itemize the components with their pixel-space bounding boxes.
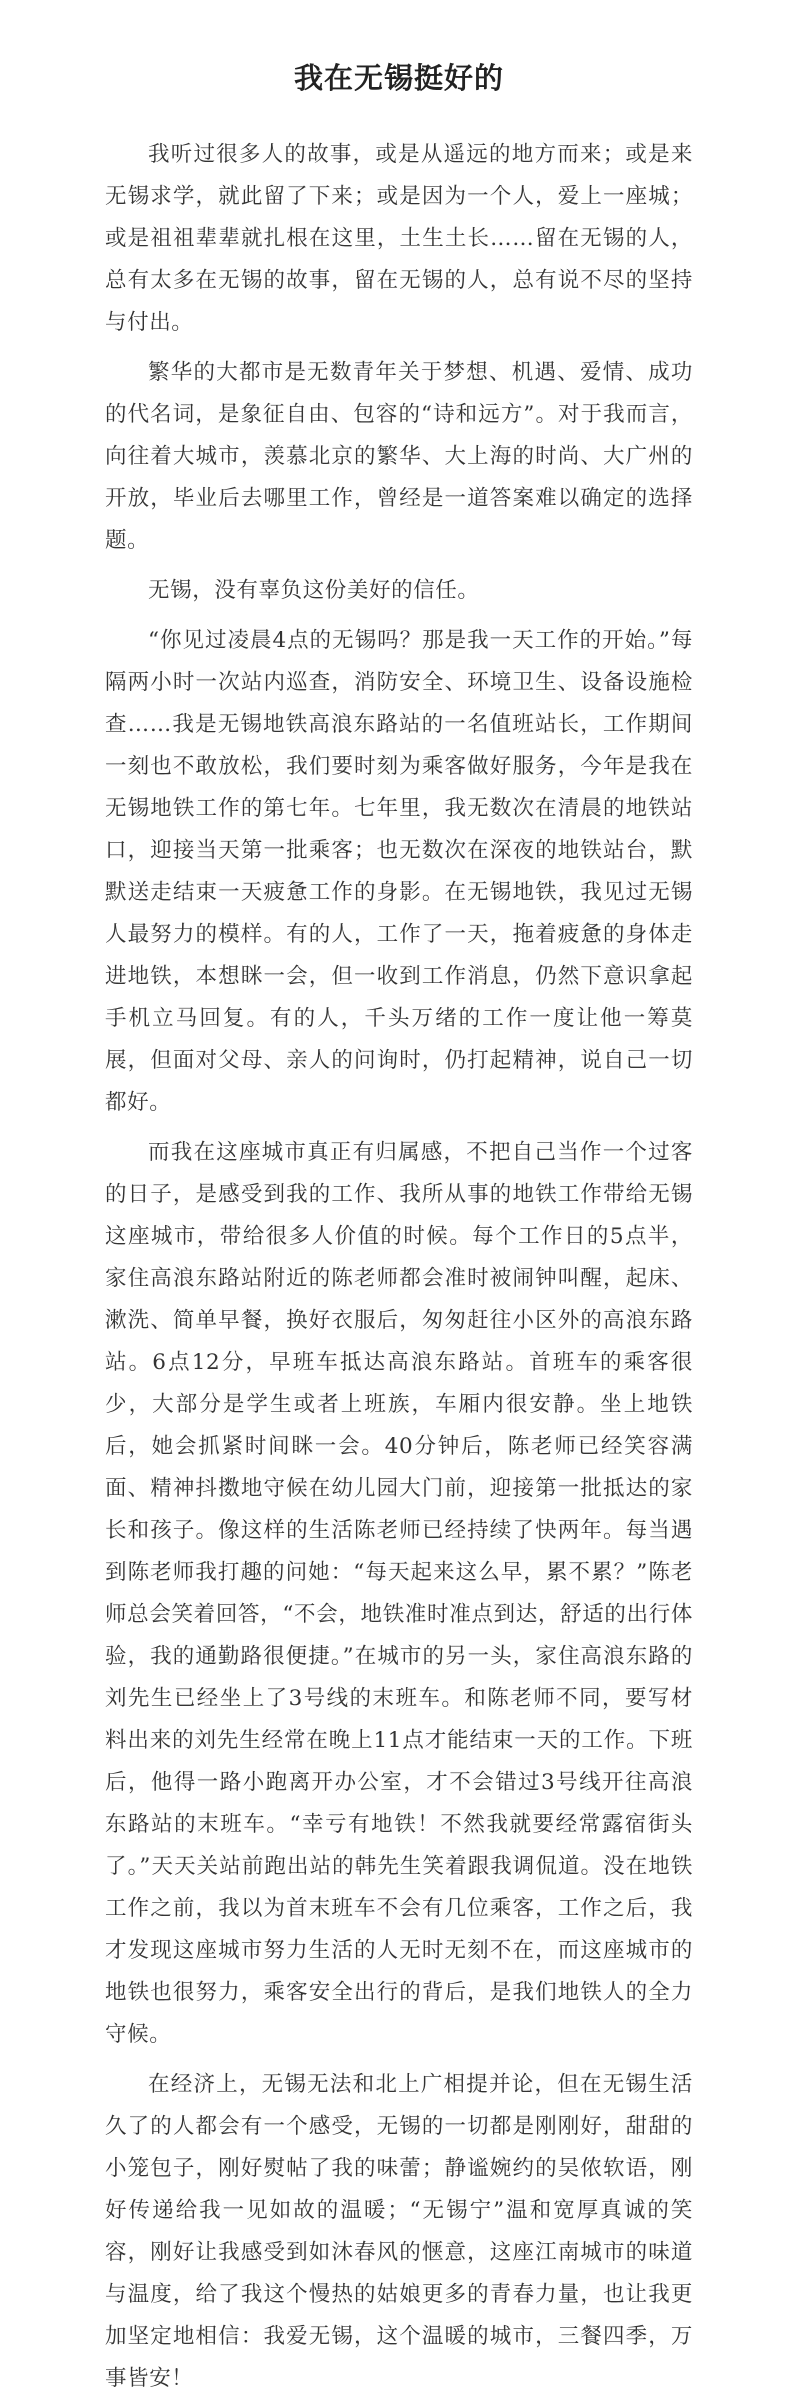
article-paragraph-5: 而我在这座城市真正有归属感，不把自己当作一个过客的日子，是感受到我的工作、我所从事的地铁工作带给无锡这座城市，带给很多人价值的时候。每个工作日的5点半，家住高浪东路站附近的陈老师都会准时被闹钟叫醒，起床、漱洗、简单早餐，换好衣服后，匆匆赶往小区外的高浪东路站。6点12分，早班车抵达高浪东路站。首班车的乘客很少，大部分是学生或者上班族，车厢内很安静。坐上地铁后，她会抓紧时间眯一会。40分钟后，陈老师已经笑容满面、精神抖擞地守候在幼儿园大门前，迎接第一批抵达的家长和孩子。像这样的生活陈老师已经持续了快两年。每当遇到陈老师我打趣的问她：“每天起来这么早，累不累？”陈老师总会笑着回答，“不会，地铁准时准点到达，舒适的出行体验，我的通勤路很便捷。”在城市的另一头，家住高浪东路的刘先生已经坐上了3号线的末班车。和陈老师不同，要写材料出来的刘先生经常在晚上11点才能结束一天的工作。下班后，他得一路小跑离开办公室，才不会错过3号线开往高浪东路站的末班车。“幸亏有地铁！不然我就要经常露宿街头了。”天天关站前跑出站的韩先生笑着跟我调侃道。没在地铁工作之前，我以为首末班车不会有几位乘客，工作之后，我才发现这座城市努力生活的人无时无刻不在，而这座城市的地铁也很努力，乘客安全出行的背后，是我们地铁人的全力守候。 xyxy=(105,1140,693,2047)
article-paragraph-2: 繁华的大都市是无数青年关于梦想、机遇、爱情、成功的代名词，是象征自由、包容的“诗和远方”。对于我而言，向往着大城市，羡慕北京的繁华、大上海的时尚、大广州的开放，毕业后去哪里工作，曾经是一道答案难以确定的选择题。 xyxy=(105,360,693,553)
article-paragraph-3: 无锡，没有辜负这份美好的信任。 xyxy=(148,578,480,603)
article xyxy=(105,58,693,2408)
article-title: 我在无锡挺好的 xyxy=(293,61,504,95)
article-paragraph-4: “你见过凌晨4点的无锡吗？那是我一天工作的开始。”每隔两小时一次站内巡查，消防安全、环境卫生、设备设施检查……我是无锡地铁高浪东路站的一名值班站长，工作期间一刻也不敢放松，我们要时刻为乘客做好服务，今年是我在无锡地铁工作的第七年。七年里，我无数次在清晨的地铁站口，迎接当天第一批乘客；也无数次在深夜的地铁站台，默默送走结束一天疲惫工作的身影。在无锡地铁，我见过无锡人最努力的模样。有的人，工作了一天，拖着疲惫的身体走进地铁，本想眯一会，但一收到工作消息，仍然下意识拿起手机立马回复。有的人，千头万绪的工作一度让他一筹莫展，但面对父母、亲人的问询时，仍打起精神，说自己一切都好。 xyxy=(105,628,693,1115)
article-paragraph-6: 在经济上，无锡无法和北上广相提并论，但在无锡生活久了的人都会有一个感受，无锡的一切都是刚刚好，甜甜的小笼包子，刚好熨帖了我的味蕾；静谧婉约的吴侬软语，刚好传递给我一见如故的温暖；“无锡宁”温和宽厚真诚的笑容，刚好让我感受到如沐春风的惬意，这座江南城市的味道与温度，给了我这个慢热的姑娘更多的青春力量，也让我更加坚定地相信：我爱无锡，这个温暖的城市，三餐四季，万事皆安！ xyxy=(105,2072,693,2391)
article-paragraph-1: 我听过很多人的故事，或是从遥远的地方而来；或是来无锡求学，就此留了下来；或是因为一个人，爱上一座城；或是祖祖辈辈就扎根在这里，土生土长……留在无锡的人，总有太多在无锡的故事，留在无锡的人，总有说不尽的坚持与付出。 xyxy=(105,142,693,335)
